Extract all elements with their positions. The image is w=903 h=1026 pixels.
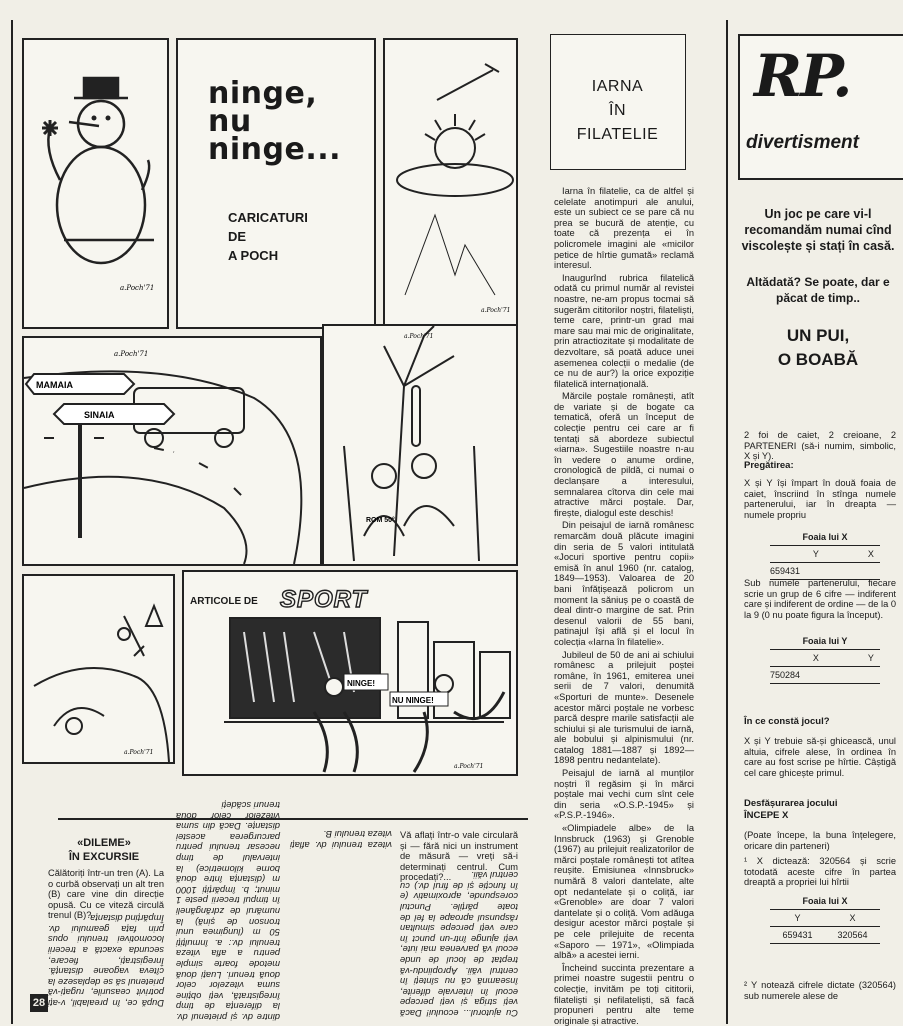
title-line-1: ninge, (208, 76, 318, 111)
sheet-y-table (770, 636, 880, 684)
col-header: Y (770, 546, 862, 563)
signature-text: a.Poch'71 (124, 749, 154, 756)
col-header: Y (862, 650, 880, 667)
question-heading: În ce constă jocul? (744, 716, 830, 727)
sign-sinaia-text: SINAIA (84, 410, 115, 420)
title-line-2: nu (208, 104, 252, 139)
prep-text: X și Y își împart în două foaia de caiet, înscriind în stînga numele partenerului, iar în dreapta — numele propriu (744, 478, 896, 520)
signature-text: a.Poch'71 (120, 284, 155, 292)
cartoon-sport-shop (182, 570, 518, 776)
sheet-x-label: Foaia lui X (802, 532, 848, 542)
rp-tagline-2: Altădată? Se poate, dar e păcat de timp.. (746, 275, 890, 305)
cartoon-snowman (22, 38, 169, 329)
dileme-title (56, 836, 152, 864)
dileme-intro: Călătoriți într-un tren (A). La o curbă observați un alt tren (B) care vine din direcție opusă. Cu ce viteză circulă trenul (B)? (48, 868, 164, 921)
flow-heading (744, 798, 837, 822)
filatelie-title (551, 75, 684, 147)
title-line-3: ninge... (208, 132, 342, 167)
filatelie-paragraph: Inaugurînd rubrica filatelică odată cu primul număr al revistei noastre, ne-am propus tocmai să sugerăm cititorilor noștri, filateliști, teme care, printr-un grad mai mare sau mai mic de originalitate, prin atractiozitate și modalitate de dezvoltare, să poată aduce unei asemenea colecții o medalie (de ce nu de aur?) la orice expoziție filatelică internațională. (554, 272, 694, 389)
rp-tagline: Un joc pe care vi-l recomandăm numai cînd viscolește și stați în casă. (741, 207, 895, 253)
sign-mamaia-text: MAMAIA (36, 380, 73, 390)
dileme-answer-2: dintre dv. și prietenul dv. la diferența de timp înregistrată, veți obține suma vitezelor celor două trenuri. Luați două metode foarte simple pentru a afla viteza trenului dv.: a. înmulțiți 50 m (lungimea unui tronson de șină) la numărul de zdrăngăneli în timpul trecerii peste 1 minut; b. împărțiți 1000 m (distanța între două borne kilometrice) la intervalul de timp necesar trenului pentru parcurgerea acestei distanțe. Dacă din suma vitezelor celor două trenuri scădeți (176, 800, 280, 1022)
filatelie-title-line-2: ÎN (609, 102, 626, 119)
rp-logo: RP. (754, 42, 851, 110)
title-panel (176, 38, 376, 329)
caption-line-3: A POCH (228, 248, 279, 263)
section-divider (58, 818, 528, 820)
caption-line-2: DE (228, 229, 247, 244)
game-materials: 2 foi de caiet, 2 creioane, 2 PARTENERI (să-i numim, simbolic, X și Y). (744, 430, 896, 462)
sub-text: Sub numele partenerului, fiecare scrie un grup de 6 cifre — indiferent care și indiferent de ordine — de la 0 la 9 (0 nu poate figura la început). (744, 578, 896, 620)
digit-group: 320564 (825, 927, 880, 944)
dileme-title-line-1: «DILEME» (77, 837, 131, 849)
digit-group: 659431 (770, 927, 825, 944)
sheet-x2-table (770, 896, 880, 944)
cartoon-tree-skiers (322, 324, 518, 566)
flow-heading-line-2: ÎNCEPE X (744, 810, 789, 821)
caption-line-1: CARICATURI (228, 210, 308, 225)
circle-answer: Cu ajutorul... ecoului! Dacă veți striga și veți percepe ecoul în intervale diferite, înseamnă că nu sînteți în centrul văii. Apropiindu-vă treptat de locul de unde ecoul vă parvenea mai iute, veți ajunge într-un punct în care veți percepe simultan răspunsul aproape la fel de toate părțile. Punctul corespunde, aproximativ (e în funcție și de firul dv.) cu centrul văii. (400, 870, 518, 1018)
speech-bubble-ninge: NINGE! (347, 679, 375, 688)
game-title-line-1: UN PUI, (786, 326, 850, 345)
page-title (208, 76, 342, 167)
cartoon-downhill (22, 574, 175, 764)
col-header: X (862, 546, 880, 563)
sheet-x2-label: Foaia lui X (802, 896, 848, 906)
sheet-x-table (770, 532, 880, 580)
page-number: 28 (30, 994, 48, 1012)
filatelie-paragraph: Jubileul de 50 de ani ai schiului românesc a prilejuit poștei române, în 1961, emiterea unei serii de 7 valori, denumită «Sporturi de munte». Desenele acestor mărci poștale ne vorbesc parcă despre marile satisfacții ale schiului și ale turismului de iarnă, ale bobului și alpinismului (nr. catalog 1881—1887 și 1892—1898 pentru nedantelate). (554, 649, 694, 766)
thermometer-label: ROM 50° (366, 517, 395, 524)
cartoon-sun-cloud (383, 38, 518, 326)
signature-text: a.Poch'71 (404, 333, 434, 340)
signature-text: a.Poch'71 (481, 307, 511, 314)
filatelie-title-box (550, 34, 686, 170)
dileme-title-line-2: ÎN EXCURSIE (68, 851, 140, 863)
digit-group: 750284 (770, 667, 862, 684)
question-text: X și Y trebuie să-și ghicească, unul altuia, cifrele alese, în ordinea în care au fost scrise pe hîrtie. Câștigă cel care ghicește primul. (744, 736, 896, 778)
digit-group: 659431 (770, 563, 862, 580)
signature-text: a.Poch'71 (454, 763, 484, 770)
filatelie-paragraph: Încheind succinta prezentare a primei noastre sugestii pentru o colecție, invităm pe toți cititorii, filateliști și nefilateliști, să facă propuneri pentru alte teme originale și atractive. (554, 962, 694, 1026)
circle-puzzle: Vă aflați într-o vale circulară și — fără nici un instrument de măsură — vreți să-i determinați centrul. Cum procedați?... (400, 830, 518, 883)
caricature-caption (228, 208, 308, 265)
flow-note: (Poate începe, la buna înțelegere, oricare din parteneri) (744, 830, 896, 851)
step-2: ² Y notează cifrele dictate (320564) sub numerele alese de (744, 980, 896, 1001)
col-header: X (825, 910, 880, 927)
prep-heading: Pregătirea: (744, 460, 794, 471)
col-header: Y (770, 910, 825, 927)
shop-sign-prefix: ARTICOLE DE (190, 596, 258, 607)
filatelie-title-line-3: FILATELIE (576, 126, 659, 143)
cartoon-road (22, 336, 322, 566)
step-1: ¹ X dictează: 320564 și scrie totodată aceste cifre în partea dreaptă a propriei lui hîrtii (744, 856, 896, 888)
game-title (738, 324, 898, 372)
filatelie-paragraph: Mărcile poștale românești, atît de variate și de bogate ca tematică, oferă un început de colecție pentru cei care ar fi tentați să abordeze subiectul «iarna». Sugestiile noastre n-au în vedere o anume ordine, cronologică de pildă, ci numai o declanșare a interesului, semnalarea cîtorva din cele mai atractive mărci poștale. Dar, firește, dialogul este deschis! (554, 391, 694, 518)
game-title-line-2: O BOABĂ (777, 350, 859, 369)
rp-masthead (738, 34, 903, 180)
column-divider (726, 20, 728, 1024)
flow-heading-line-1: Desfășurarea jocului (744, 798, 838, 809)
filatelie-title-line-1: IARNA (591, 78, 644, 95)
rp-subtitle: divertisment (746, 132, 859, 153)
dileme-answer-3: viteza trenului dv. aflați viteza trenului B. (290, 829, 392, 850)
shop-sign-word: SPORT (280, 586, 368, 613)
filatelie-paragraph: Din peisajul de iarnă românesc remarcăm două plăcute imagini din seria de 5 valori intitulată «Jocuri sportive pentru copii» emisă în anul 1960 (nr. catalog, 1849—1953). Valoarea de 20 bani înfățișează policrom un moment la săniuș pe o coastă de deal dintr-o margine de sat. Prin desenul valorii de 55 bani, patinajul își află și el locul în colecția «Iarna în filatelie». (554, 520, 694, 647)
filatelie-article (554, 186, 694, 1026)
sheet-y-label: Foaia lui Y (802, 636, 848, 646)
dileme-answer-1: După ce, în prealabil, v-ați potrivit ceasurile, rugați-vă prietenul să se deplaseze la cîteva vagoane distanță. Înregistrați, fiecare, secunda exactă a trecerii locomotivei trenului opus prin fața geamului dv. Împărțind distanța (48, 913, 164, 1008)
left-border (11, 20, 13, 1024)
filatelie-paragraph: Iarna în filatelie, ca de altfel și celelate anotimpuri ale anului, este un subiect ce se pare că nu prea se bucură de atenție, cu toate că prezența ei în policromele imagini ale «micilor petice de hîrtie gumată» reclamă interesul. (554, 186, 694, 271)
filatelie-paragraph: Peisajul de iarnă al munților noștri îl regăsim și în mărci poștale mai vechi cum sînt cele din seria «O.S.P.-1945» și «P.S.P.-1946». (554, 768, 694, 821)
signature-text: a.Poch'71 (114, 350, 149, 358)
filatelie-paragraph: «Olimpiadele albe» de la Innsbruck (1963) și Grenoble (1967) au prilejuit realizatorilor de mărci poștale românești tot atîtea reușite. Emisiunea «Innsbruck» numără 8 valori dantelate, alte opt nedantelate și o coliță, iar «Grenoble» are doar 7 valori dantelate și o coliță. Vom adăuga desigur acestor mărci poștale și pe cele prilejuite de recenta «Saporo — 1971», «Olimpiada albă» a acestei ierni. (554, 823, 694, 961)
col-header: X (770, 650, 862, 667)
speech-bubble-nu-ninge: NU NINGE! (392, 696, 434, 705)
